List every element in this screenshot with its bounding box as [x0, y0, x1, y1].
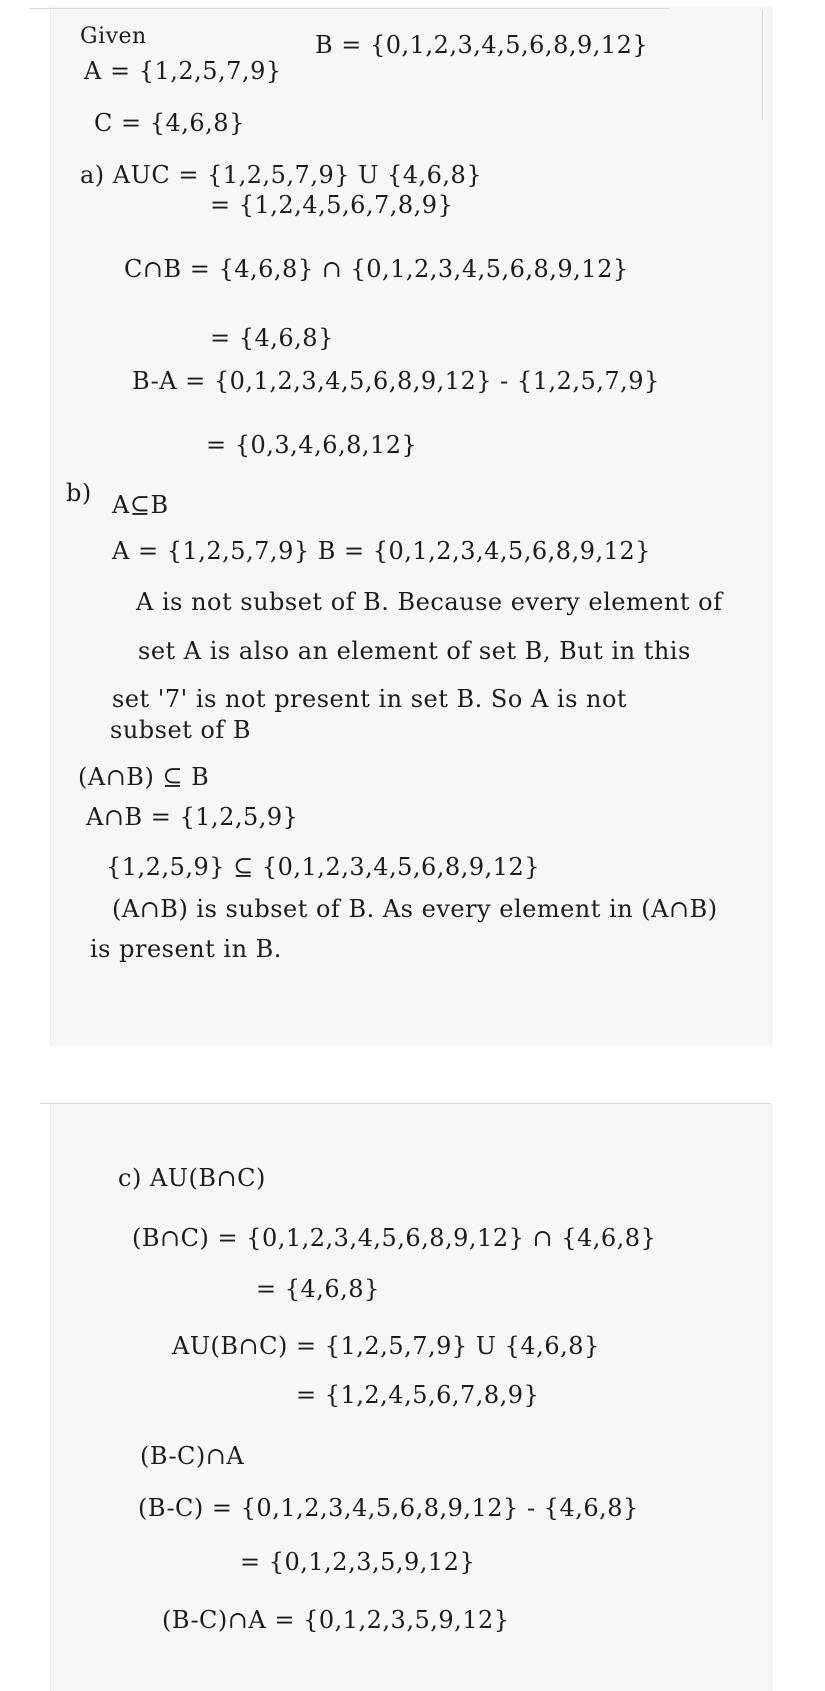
b-intersect-c: (B∩C) = {0,1,2,3,4,5,6,8,9,12} ∩ {4,6,8} [132, 1224, 657, 1252]
a-int-b-subset: (A∩B) ⊆ B [78, 763, 210, 791]
b-intersect-c-result: = {4,6,8} [256, 1275, 380, 1303]
part-c-label: c) AU(B∩C) [118, 1164, 266, 1192]
explanation-line-1: A is not subset of B. Because every element of [136, 588, 723, 616]
scanned-page-2 [0, 1075, 825, 1691]
explanation-line-2: set A is also an element of set B, But in this [138, 637, 691, 665]
explanation-line-4: subset of B [110, 716, 252, 744]
b-minus-a-result: = {0,3,4,6,8,12} [206, 431, 418, 459]
explanation-line-5: (A∩B) is subset of B. As every element in (A∩B) [112, 895, 718, 923]
b-minus-c-intersect-a-result: (B-C)∩A = {0,1,2,3,5,9,12} [162, 1606, 510, 1634]
b-minus-c-intersect-a-heading: (B-C)∩A [140, 1442, 245, 1470]
b-minus-a: B-A = {0,1,2,3,4,5,6,8,9,12} - {1,2,5,7,9} [132, 367, 660, 395]
page-edge-top [40, 1103, 770, 1104]
a-union-b-intersect-c: AU(B∩C) = {1,2,5,7,9} U {4,6,8} [172, 1332, 600, 1360]
explanation-line-3: set '7' is not present in set B. So A is not [112, 685, 628, 713]
a-int-b-check: {1,2,5,9} ⊆ {0,1,2,3,4,5,6,8,9,12} [106, 853, 541, 881]
b-minus-c: (B-C) = {0,1,2,3,4,5,6,8,9,12} - {4,6,8} [138, 1494, 639, 1522]
page-edge-right [762, 10, 763, 120]
sets-a-and-b: A = {1,2,5,7,9} B = {0,1,2,3,4,5,6,8,9,12} [112, 537, 651, 565]
set-a-definition: A = {1,2,5,7,9} [84, 57, 282, 85]
a-int-b: A∩B = {1,2,5,9} [86, 803, 299, 831]
part-a-union: a) AUC = {1,2,5,7,9} U {4,6,8} [80, 161, 483, 189]
page-edge-top [30, 8, 670, 9]
c-intersect-b-result: = {4,6,8} [210, 324, 334, 352]
explanation-line-6: is present in B. [90, 935, 282, 963]
a-union-b-intersect-c-result: = {1,2,4,5,6,7,8,9} [296, 1381, 540, 1409]
given-heading: Given [80, 24, 147, 49]
c-intersect-b: C∩B = {4,6,8} ∩ {0,1,2,3,4,5,6,8,9,12} [124, 255, 629, 283]
set-c-definition: C = {4,6,8} [94, 109, 245, 137]
part-b-label: b) [66, 479, 92, 507]
set-b-definition: B = {0,1,2,3,4,5,6,8,9,12} [315, 31, 649, 59]
b-minus-c-result: = {0,1,2,3,5,9,12} [240, 1548, 476, 1576]
a-subset-b: A⊆B [112, 491, 169, 519]
part-a-union-result: = {1,2,4,5,6,7,8,9} [210, 191, 454, 219]
